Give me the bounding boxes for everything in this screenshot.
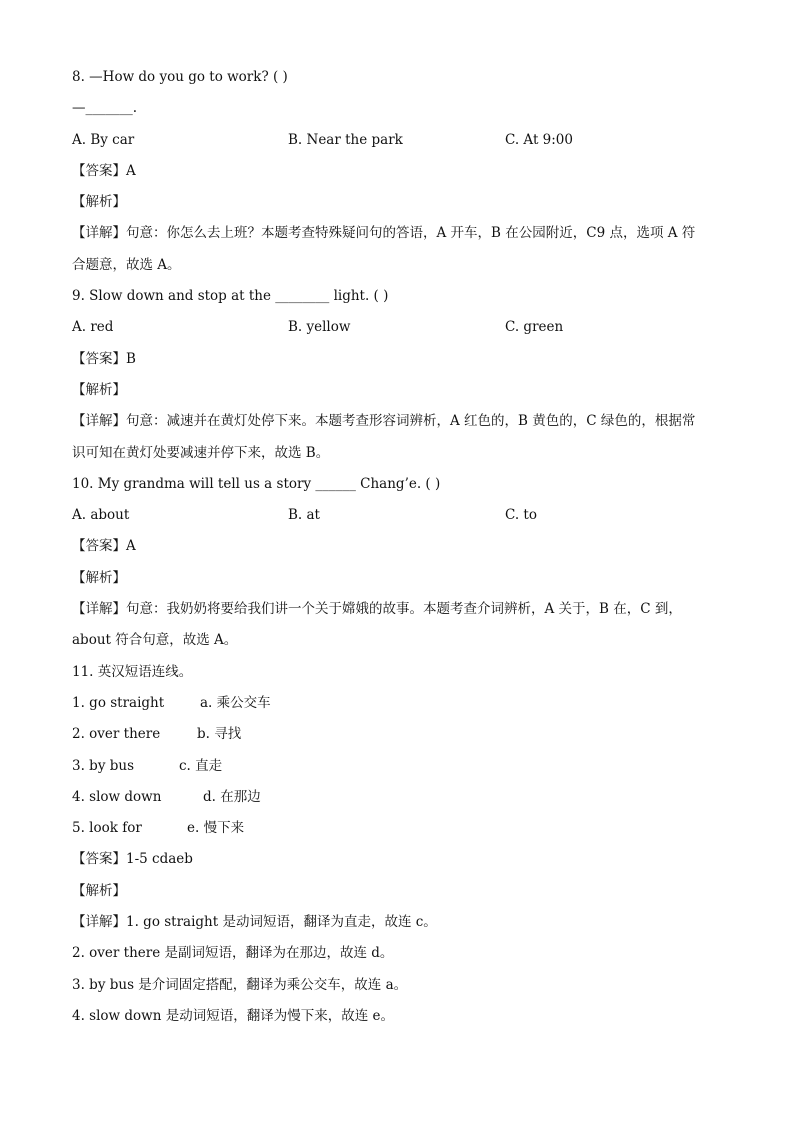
question-8-answer: 【答案】A [72, 162, 136, 179]
question-11-analysis-label: 【解析】 [72, 882, 126, 899]
question-8-analysis-label: 【解析】 [72, 194, 126, 211]
document-page [72, 62, 722, 1032]
match-left: 4. slow down [72, 788, 162, 805]
question-11-detail-4: 4. slow down 是动词短语，翻译为慢下来，故连 e。 [72, 1007, 394, 1024]
question-10-detail-1: 【详解】句意：我奶奶将要给我们讲一个关于嫦娥的故事。本题考查介词辨析，A 关于，B 在，C 到， [72, 601, 682, 618]
option-b: B. at [288, 507, 320, 524]
match-pair [72, 751, 722, 782]
question-8-text: 8. —How do you go to work? ( ) [72, 69, 288, 85]
question-10-detail-2: about 符合句意，故选 A。 [72, 632, 238, 649]
question-9-text: 9. Slow down and stop at the ________ light. ( ) [72, 288, 389, 305]
option-a: A. about [72, 507, 130, 524]
option-b: B. yellow [288, 319, 351, 336]
match-left: 3. by bus [72, 757, 134, 774]
option-b: B. Near the park [288, 131, 403, 148]
match-pair [72, 719, 722, 750]
question-11-detail-2: 2. over there 是副词短语，翻译为在那边，故连 d。 [72, 945, 394, 962]
match-right: d. 在那边 [203, 788, 261, 805]
option-c: C. to [505, 507, 537, 524]
question-9-detail-2: 识可知在黄灯处要减速并停下来，故选 B。 [72, 444, 330, 461]
question-9-analysis-label: 【解析】 [72, 381, 126, 398]
question-9-answer: 【答案】B [72, 350, 136, 367]
question-8-options [72, 125, 722, 156]
question-11-answer: 【答案】1-5 cdaeb [72, 851, 193, 868]
question-10-text: 10. My grandma will tell us a story ______ Chang’e. ( ) [72, 475, 441, 492]
match-left: 2. over there [72, 726, 161, 743]
question-10-analysis-label: 【解析】 [72, 569, 126, 586]
match-pair [72, 782, 722, 813]
question-11-detail-3: 3. by bus 是介词固定搭配，翻译为乘公交车，故连 a。 [72, 976, 408, 993]
question-9-options [72, 312, 722, 343]
question-9-detail-1: 【详解】句意：减速并在黄灯处停下来。本题考查形容词辨析，A 红色的，B 黄色的，C 绿色的，根据常 [72, 413, 696, 430]
match-right: e. 慢下来 [187, 820, 245, 837]
question-11-detail-1: 【详解】1. go straight 是动词短语，翻译为直走，故连 c。 [72, 914, 437, 931]
match-right: b. 寻找 [197, 726, 242, 743]
option-c: C. At 9:00 [505, 131, 573, 148]
question-8-detail-1: 【详解】句意：你怎么去上班？本题考查特殊疑问句的答语，A 开车，B 在公园附近，C9 点，选项 A 符 [72, 225, 696, 242]
match-right: a. 乘公交车 [200, 694, 271, 711]
match-pair [72, 688, 722, 719]
question-10-options [72, 500, 722, 531]
match-right: c. 直走 [179, 757, 223, 774]
question-10-answer: 【答案】A [72, 538, 136, 555]
option-a: A. red [72, 319, 114, 336]
match-pair [72, 813, 722, 844]
match-left: 5. look for [72, 820, 142, 837]
question-11-title: 11. 英汉短语连线。 [72, 663, 193, 680]
option-c: C. green [505, 319, 564, 336]
match-left: 1. go straight [72, 694, 165, 711]
question-8-answer-line: —_______. [72, 100, 138, 117]
question-8-detail-2: 合题意，故选 A。 [72, 256, 181, 273]
option-a: A. By car [72, 131, 135, 148]
